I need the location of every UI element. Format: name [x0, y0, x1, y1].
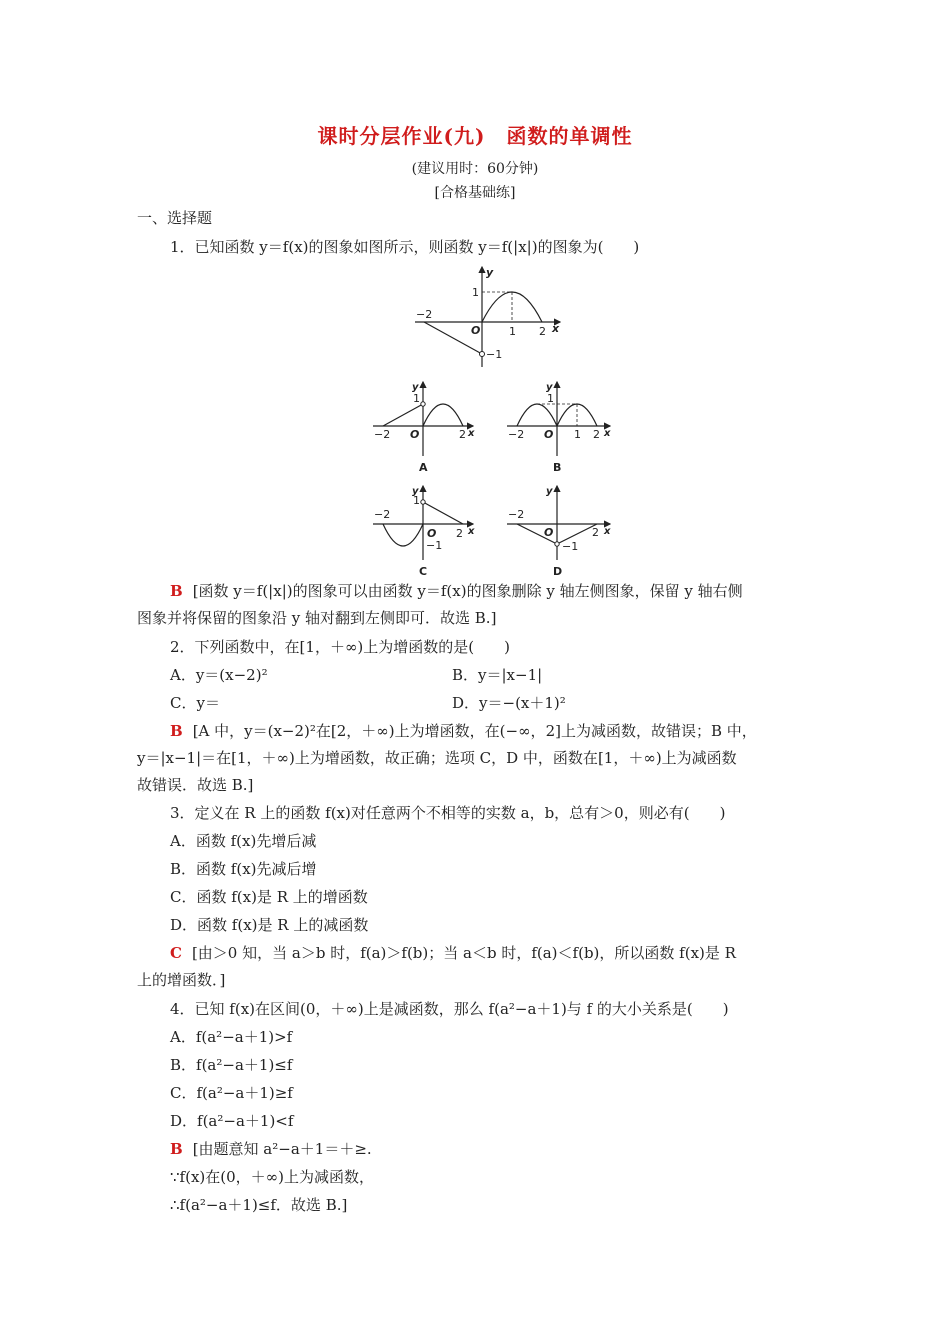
q4-option-b: B．f(a²−a＋1)≤f	[170, 1056, 293, 1074]
option-label: D	[553, 565, 563, 578]
tick-y1: 1	[472, 286, 479, 299]
q4-answer-line1	[170, 1138, 372, 1159]
q3-answer-line2: 上的增函数．]	[137, 971, 226, 989]
q3-option-c: C．函数 f(x)是 R 上的增函数	[170, 888, 368, 906]
section-heading: 一、选择题	[137, 209, 213, 227]
left-arc	[517, 404, 557, 426]
tick-yneg1: −1	[486, 348, 503, 361]
q2-option-c: C．y＝	[170, 694, 220, 712]
right-arc	[423, 404, 463, 426]
tick: O	[544, 526, 554, 539]
q4-answer-line2: ∵f(x)在(0，＋∞)上为减函数，	[170, 1168, 375, 1186]
q1-option-d-graph	[502, 482, 617, 582]
q2-option-a: A．y＝(x−2)²	[170, 666, 268, 684]
q2-answer-letter: B	[170, 722, 183, 740]
tick: −2	[374, 508, 391, 521]
q1-answer-line1	[170, 580, 743, 601]
tick: 2	[456, 527, 463, 540]
tick: −2	[508, 428, 525, 441]
left-arc	[383, 524, 423, 546]
q4-option-c: C．f(a²−a＋1)≥f	[170, 1084, 293, 1102]
q4-answer-letter: B	[170, 1140, 183, 1158]
x-label: x	[604, 526, 611, 537]
tick-neg2: −2	[416, 308, 433, 321]
q4-answer-text: [由题意知 a²−a＋1＝＋≥.	[192, 1140, 372, 1158]
q4-answer-line3: ∴f(a²−a＋1)≤f．故选 B.]	[170, 1196, 348, 1214]
x-label: x	[468, 526, 475, 537]
q2-stem: 2．下列函数中，在[1，＋∞)上为增函数的是( )	[170, 638, 510, 656]
open-point	[421, 402, 425, 406]
tick: 1	[574, 428, 581, 441]
q3-option-b: B．函数 f(x)先减后增	[170, 860, 317, 878]
q2-answer-text: [A 中，y＝(x−2)²在[2，＋∞)上为增函数，在(−∞，2]上为减函数，故错误；B 中，	[192, 722, 757, 740]
open-point	[421, 500, 425, 504]
q4-option-a: A．f(a²−a＋1)>f	[170, 1028, 293, 1046]
q1-option-b-graph	[502, 378, 617, 478]
tick: −2	[508, 508, 525, 521]
tick: O	[410, 428, 420, 441]
q2-answer-line2: y＝|x−1|＝在[1，＋∞)上为增函数，故正确；选项 C，D 中，函数在[1，＋∞)上为减函数	[137, 749, 737, 767]
q2-answer-line3: 故错误．故选 B.]	[137, 776, 254, 794]
x-label: x	[604, 428, 611, 439]
tick-origin: O	[471, 324, 481, 337]
tick: −1	[426, 539, 443, 552]
x-label: x	[552, 322, 560, 335]
open-point	[480, 352, 485, 357]
tick: 1	[413, 494, 420, 507]
q3-option-a: A．函数 f(x)先增后减	[170, 832, 317, 850]
tick: O	[427, 527, 437, 540]
tick: 2	[592, 526, 599, 539]
y-label: y	[546, 382, 553, 393]
q1-answer-text: [函数 y＝f(|x|)的图象可以由函数 y＝f(x)的图象删除 y 轴左侧图象，保留 y 轴右侧	[192, 582, 743, 600]
tick-2: 2	[539, 325, 546, 338]
left-line	[383, 404, 423, 426]
y-label: y	[546, 486, 553, 497]
tick: O	[544, 428, 554, 441]
q3-answer-line1	[170, 942, 736, 963]
q4-option-d: D．f(a²−a＋1)<f	[170, 1112, 294, 1130]
q1-answer-line2: 图象并将保留的图象沿 y 轴对翻到左侧即可．故选 B.]	[137, 609, 497, 627]
q3-stem: 3．定义在 R 上的函数 f(x)对任意两个不相等的实数 a，b，总有＞0，则必有( )	[170, 804, 726, 822]
q2-option-d: D．y＝−(x＋1)²	[452, 694, 566, 712]
y-label: y	[412, 382, 419, 393]
q1-stem: 1．已知函数 y＝f(x)的图象如图所示，则函数 y＝f(|x|)的图象为( )	[170, 238, 640, 256]
open-point	[555, 542, 559, 546]
option-label: C	[419, 565, 428, 578]
page-title: 课时分层作业(九) 函数的单调性	[317, 124, 633, 148]
tick: 1	[547, 392, 554, 405]
q1-option-a-graph	[368, 378, 478, 478]
q2-option-b: B．y＝|x−1|	[452, 666, 543, 684]
y-label: y	[486, 266, 494, 279]
y-label: y	[412, 486, 419, 497]
q3-option-d: D．函数 f(x)是 R 上的减函数	[170, 916, 369, 934]
q2-answer-line1	[170, 720, 757, 741]
tick: 2	[593, 428, 600, 441]
q4-stem: 4．已知 f(x)在区间(0，＋∞)上是减函数，那么 f(a²−a＋1)与 f 的大小关系是( )	[170, 1000, 729, 1018]
q3-answer-letter: C	[170, 944, 182, 962]
time-note: (建议用时：60分钟)	[411, 161, 539, 177]
option-label: B	[553, 461, 562, 474]
q1-main-graph	[410, 262, 570, 372]
option-label: A	[419, 461, 428, 474]
tick-1: 1	[509, 325, 516, 338]
tick: 1	[413, 392, 420, 405]
right-line	[423, 502, 463, 524]
q1-option-c-graph	[368, 482, 478, 582]
q1-answer-letter: B	[170, 582, 183, 600]
tick: 2	[459, 428, 466, 441]
tick: −2	[374, 428, 391, 441]
x-label: x	[468, 428, 475, 439]
section-tag: [合格基础练]	[434, 185, 516, 201]
tick: −1	[562, 540, 579, 553]
q3-answer-text: [由＞0 知，当 a＞b 时，f(a)＞f(b)；当 a＜b 时，f(a)＜f(b)，所以函数 f(x)是 R	[191, 944, 736, 962]
